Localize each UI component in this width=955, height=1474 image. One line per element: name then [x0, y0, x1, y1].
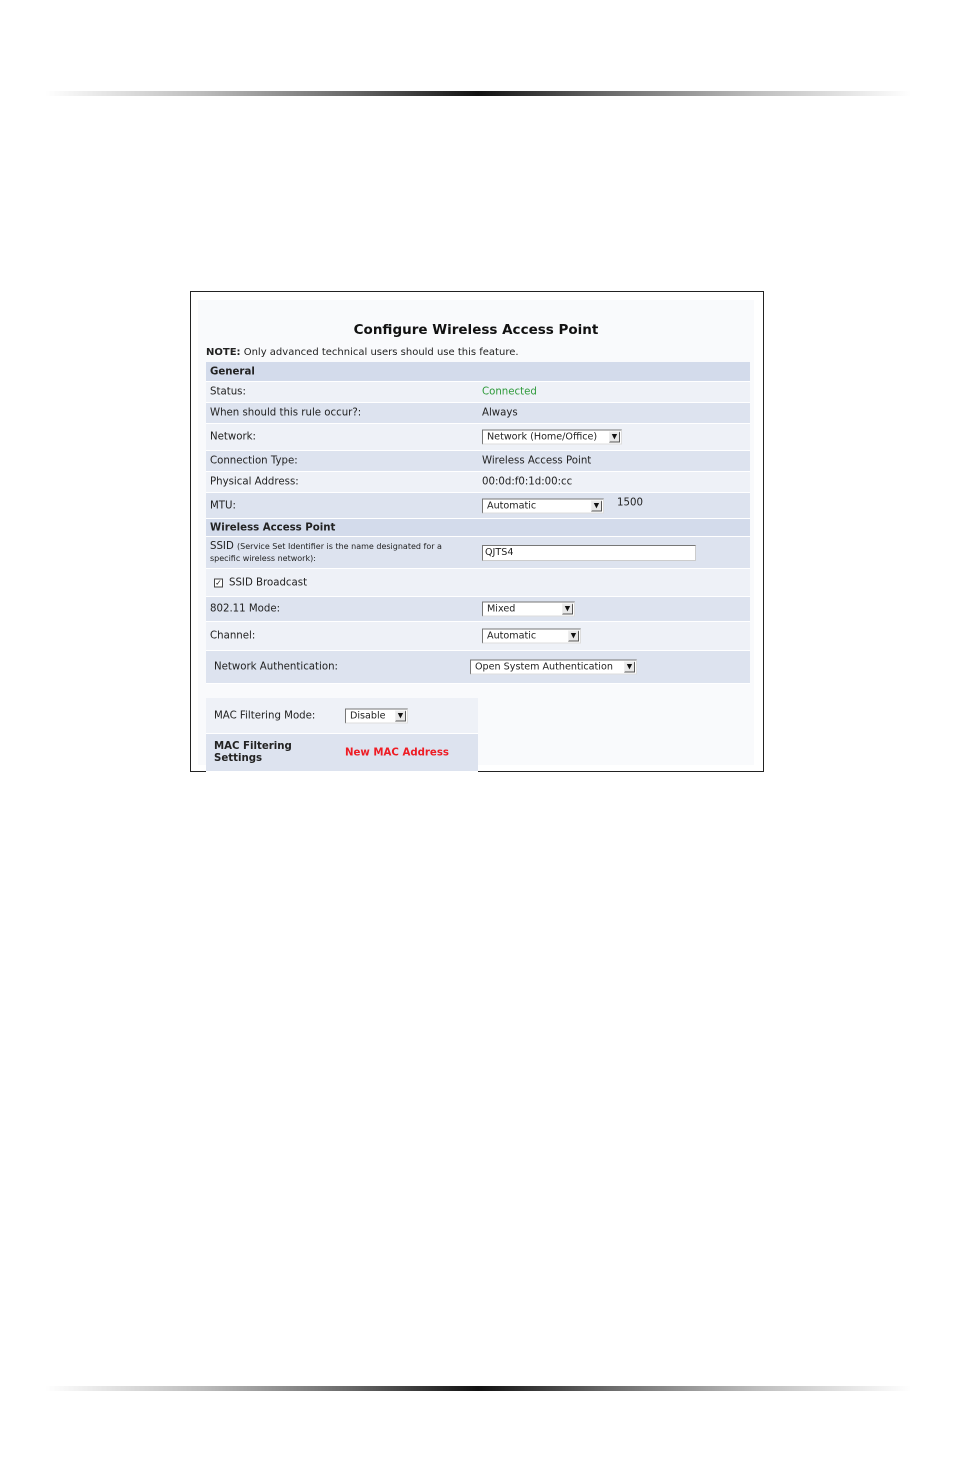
config-panel [198, 300, 754, 765]
connection-type-label: Connection Type: [210, 455, 298, 467]
section-wireless-access-point: Wireless Access Point [206, 519, 750, 537]
chevron-down-icon: ▼ [609, 432, 620, 443]
page-title: Configure Wireless Access Point [353, 322, 599, 338]
row-network [206, 424, 750, 451]
mac-settings-label-2: Settings [214, 752, 263, 764]
mtu-select[interactable]: Automatic ▼ [482, 498, 604, 513]
new-mac-address-link[interactable]: New MAC Address [345, 747, 449, 758]
network-label: Network: [210, 431, 256, 443]
check-icon: ✓ [215, 578, 222, 587]
connection-type-value: Wireless Access Point [482, 455, 592, 467]
mac-mode-select[interactable]: Disable ▼ [345, 708, 408, 723]
chevron-down-icon: ▼ [562, 604, 573, 615]
note-text: Only advanced technical users should use this feature. [243, 347, 519, 358]
row-mac-filtering-mode [206, 698, 478, 734]
chevron-down-icon: ▼ [395, 710, 406, 721]
ssid-broadcast-checkbox[interactable] [214, 578, 223, 587]
mtu-label: MTU: [210, 500, 236, 511]
top-divider [45, 91, 911, 96]
ssid-label: SSID [210, 540, 234, 552]
mac-settings-label: MAC Filtering [214, 740, 292, 752]
mac-filtering-box [206, 698, 478, 772]
row-80211-mode [206, 597, 750, 622]
row-connection-type [206, 451, 750, 472]
channel-select[interactable]: Automatic ▼ [482, 629, 581, 644]
physical-address-label: Physical Address: [210, 476, 299, 488]
row-mtu [206, 493, 750, 519]
ssid-hint-2: specific wireless network): [210, 553, 316, 563]
channel-label: Channel: [210, 630, 256, 642]
rule-label: When should this rule occur?: [210, 407, 362, 419]
physical-address-value: 00:0d:f0:1d:00:cc [482, 476, 573, 488]
network-select[interactable]: Network (Home/Office) ▼ [482, 430, 622, 445]
row-rule [206, 403, 750, 424]
chevron-down-icon: ▼ [591, 500, 602, 511]
ssid-broadcast-label: SSID Broadcast [229, 577, 308, 588]
row-status [206, 382, 750, 403]
bottom-divider [45, 1386, 911, 1391]
auth-label: Network Authentication: [214, 661, 338, 673]
row-physical-address [206, 472, 750, 493]
note-prefix: NOTE: [206, 347, 241, 358]
mode-label: 802.11 Mode: [210, 603, 281, 615]
row-network-authentication [206, 651, 750, 684]
chevron-down-icon: ▼ [568, 631, 579, 642]
chevron-down-icon: ▼ [624, 662, 635, 673]
row-ssid-broadcast [206, 569, 750, 597]
ssid-input[interactable]: QJTS4 [482, 545, 696, 561]
mtu-value: 1500 [617, 497, 643, 508]
row-mac-filtering-settings [206, 734, 478, 772]
status-value: Connected [482, 386, 537, 398]
mode-select[interactable]: Mixed ▼ [482, 602, 575, 617]
status-label: Status: [210, 386, 246, 398]
advanced-note [206, 347, 519, 358]
row-channel [206, 622, 750, 651]
row-ssid [206, 537, 750, 569]
ssid-hint: (Service Set Identifier is the name designated for a [237, 541, 442, 551]
section-general: General [206, 362, 750, 382]
settings-table [206, 362, 750, 684]
screenshot-frame [190, 291, 764, 772]
rule-value: Always [482, 407, 518, 419]
auth-select[interactable]: Open System Authentication ▼ [470, 660, 637, 675]
mac-mode-label: MAC Filtering Mode: [214, 710, 316, 721]
